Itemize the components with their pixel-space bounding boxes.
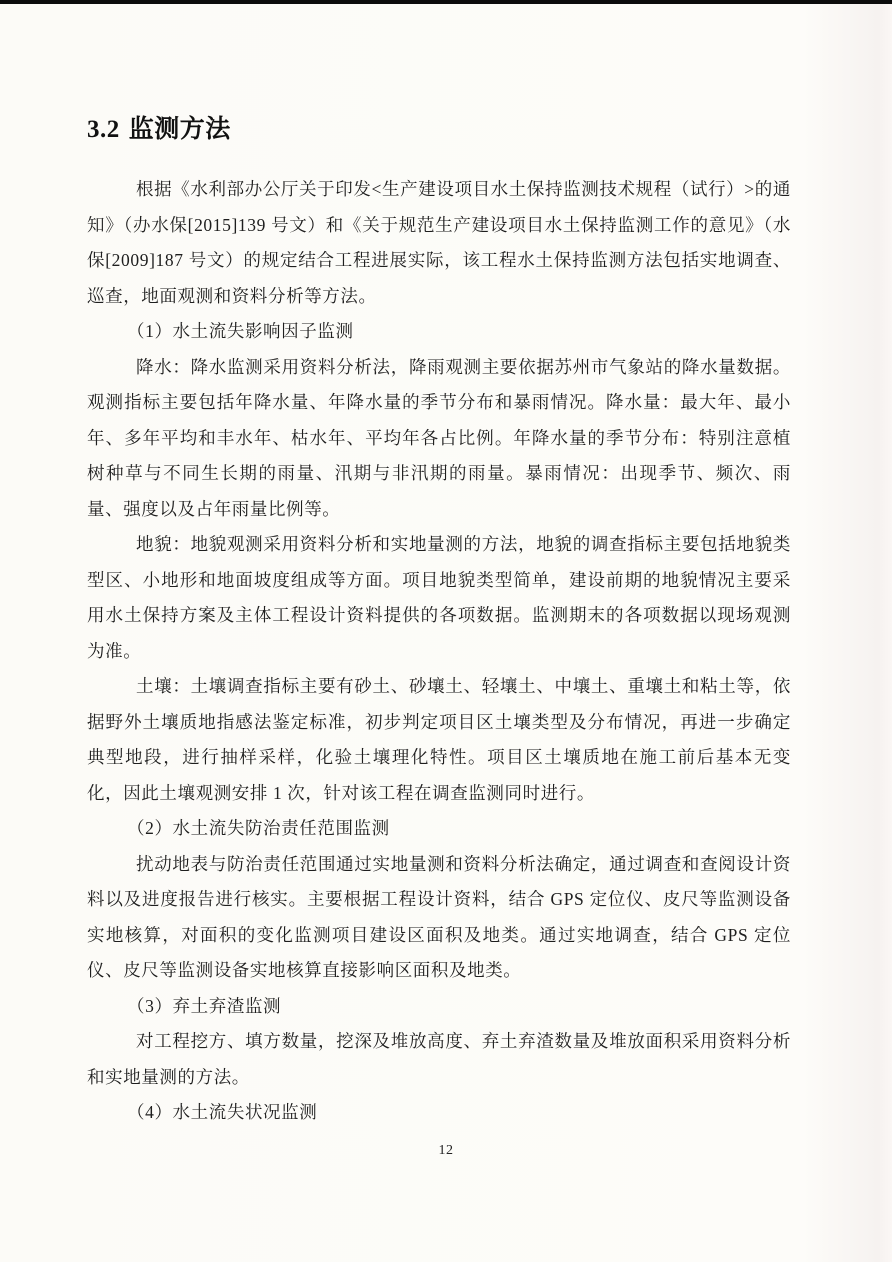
list-item-3-spoil-monitoring: （3）弃土弃渣监测 [127,995,282,1016]
paragraph-precipitation: 降水：降水监测采用资料分析法，降雨观测主要依据苏州市气象站的降水量数据。观测指标主要包括年降水量、年降水量的季节分布和暴雨情况。降水量：最大年、最小年、多年平均和丰水年、枯水年、平均年各占比例。年降水量的季节分布：特别注意植树种草与不同生长期的雨量、汛期与非汛期的雨量。暴雨情况：出现季节、频次、雨量、强度以及占年雨量比例等。 [87,356,791,519]
paragraph-landform: 地貌：地貌观测采用资料分析和实地量测的方法，地貌的调查指标主要包括地貌类型区、小地形和地面坡度组成等方面。项目地貌类型简单，建设前期的地貌情况主要采用水土保持方案及主体工程设计资料提供的各项数据。监测期末的各项数据以现场观测为准。 [87,534,791,661]
list-item-4-soil-erosion-status-monitoring: （4）水土流失状况监测 [127,1102,318,1122]
section-heading [87,114,791,145]
paragraph-disturbed-surface: 扰动地表与防治责任范围通过实地量测和资料分析法确定，通过调查和查阅设计资料以及进度报告进行核实。主要根据工程设计资料，结合 GPS 定位仪、皮尺等监测设备实地核算，对面积的变化监测项目建设区面积及地类。通过实地调查，结合 GPS 定位仪、皮尺等监测设备实地核算直接影响区面积及地类。 [87,853,791,980]
top-border-bar [0,0,892,4]
document-content [87,114,791,1131]
list-item-2-responsibility-scope-monitoring: （2）水土流失防治责任范围监测 [127,818,390,838]
paragraph-block [87,172,791,1131]
paragraph-intro: 根据《水利部办公厅关于印发<生产建设项目水土保持监测技术规程（试行）>的通知》（办水保[2015]139 号文）和《关于规范生产建设项目水土保持监测工作的意见》（水保[2009]187 号文）的规定结合工程进展实际，该工程水土保持监测方法包括实地调查、巡查，地面观测和资料分析等方法。 [87,179,791,306]
page-number: 12 [438,1143,454,1158]
section-number: 3.2 [87,116,120,143]
paragraph-soil: 土壤：土壤调查指标主要有砂土、砂壤土、轻壤土、中壤土、重壤土和粘土等，依据野外土壤质地指感法鉴定标准，初步判定项目区土壤类型及分布情况，再进一步确定典型地段，进行抽样采样，化验土壤理化特性。项目区土壤质地在施工前后基本无变化，因此土壤观测安排 1 次，针对该工程在调查监测同时进行。 [87,676,791,803]
section-title: 监测方法 [128,115,231,143]
list-item-1-impact-factor-monitoring: （1）水土流失影响因子监测 [127,321,354,341]
paragraph-excavation: 对工程挖方、填方数量，挖深及堆放高度、弃土弃渣数量及堆放面积采用资料分析和实地量测的方法。 [87,1031,791,1087]
